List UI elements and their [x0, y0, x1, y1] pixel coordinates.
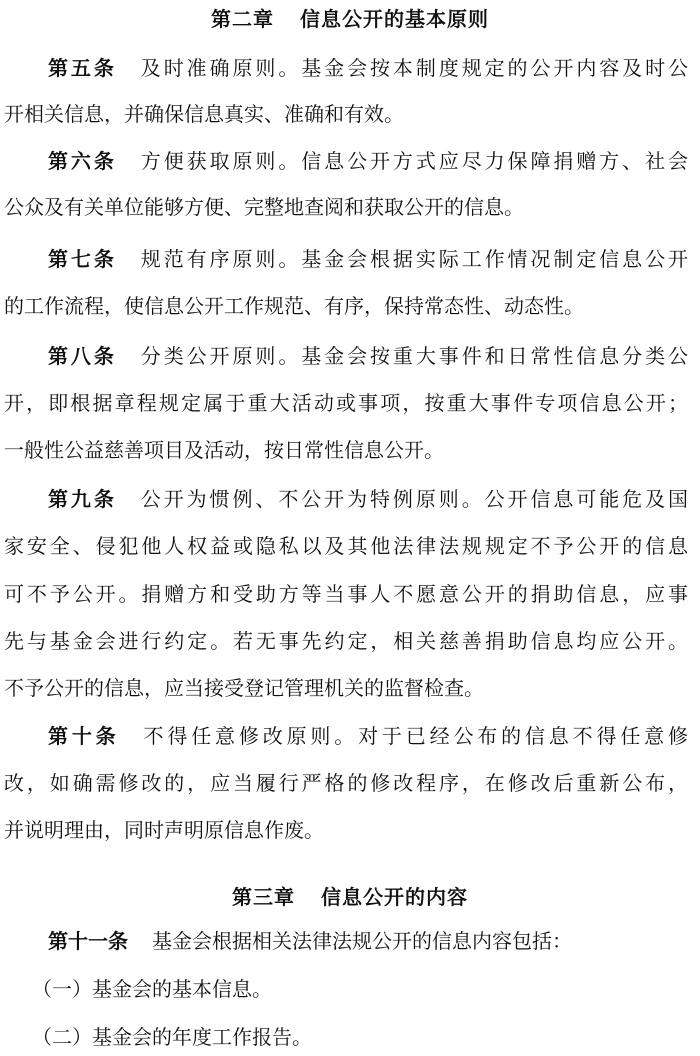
chapter-title: 信息公开的基本原则: [300, 7, 489, 31]
article-label: 第十条: [48, 724, 120, 748]
paragraph-line: 第八条 分类公开原则。基金会按重大事件和日常性信息分类公: [48, 344, 688, 368]
paragraph-line: 第十条 不得任意修改原则。对于已经公布的信息不得任意修: [48, 724, 688, 748]
paragraph-line: 第七条 规范有序原则。基金会根据实际工作情况制定信息公开: [48, 247, 688, 271]
chapter-label: 第三章: [232, 885, 295, 909]
paragraph-line: 第六条 方便获取原则。信息公开方式应尽力保障捐赠方、社会: [48, 149, 688, 173]
chapter-label: 第二章: [211, 7, 274, 31]
paragraph-line: 开，即根据章程规定属于重大活动或事项，按重大事件专项信息公开；: [4, 391, 688, 415]
chapter-title: 信息公开的内容: [321, 885, 468, 909]
article-label: 第六条: [48, 149, 117, 173]
article-label: 第十一条: [48, 929, 128, 953]
paragraph-line: 一般性公益慈善项目及活动，按日常性信息公开。: [4, 438, 444, 462]
paragraph-line: 可不予公开。捐赠方和受助方等当事人不愿意公开的捐助信息，应事: [4, 582, 688, 606]
paragraph-line: 开相关信息，并确保信息真实、准确和有效。: [4, 102, 404, 126]
paragraph-line: 改，如确需修改的，应当履行严格的修改程序，在修改后重新公布，: [4, 771, 688, 795]
paragraph-line: 第九条 公开为惯例、不公开为特例原则。公开信息可能危及国: [48, 487, 688, 511]
paragraph-line: 公众及有关单位能够方便、完整地查阅和获取公开的信息。: [4, 195, 524, 219]
list-item: （一）基金会的基本信息。: [32, 977, 272, 1001]
article-label: 第七条: [48, 247, 117, 271]
paragraph-line: 先与基金会进行约定。若无事先约定，相关慈善捐助信息均应公开。: [4, 629, 688, 653]
paragraph-line: 并说明理由，同时声明原信息作废。: [4, 818, 324, 842]
chapter-heading: [0, 882, 700, 912]
list-item: （二）基金会的年度工作报告。: [32, 1025, 312, 1049]
paragraph-line: 第五条 及时准确原则。基金会按本制度规定的公开内容及时公: [48, 56, 688, 80]
paragraph-line: 第十一条 基金会根据相关法律法规公开的信息内容包括：: [48, 929, 572, 953]
paragraph-line: 家安全、侵犯他人权益或隐私以及其他法律法规规定不予公开的信息: [4, 534, 688, 558]
article-label: 第九条: [48, 487, 117, 511]
article-label: 第八条: [48, 344, 117, 368]
article-label: 第五条: [48, 56, 117, 80]
paragraph-line: 不予公开的信息，应当接受登记管理机关的监督检查。: [4, 676, 484, 700]
chapter-heading: [0, 4, 700, 34]
paragraph-line: 的工作流程，使信息公开工作规范、有序，保持常态性、动态性。: [4, 294, 584, 318]
